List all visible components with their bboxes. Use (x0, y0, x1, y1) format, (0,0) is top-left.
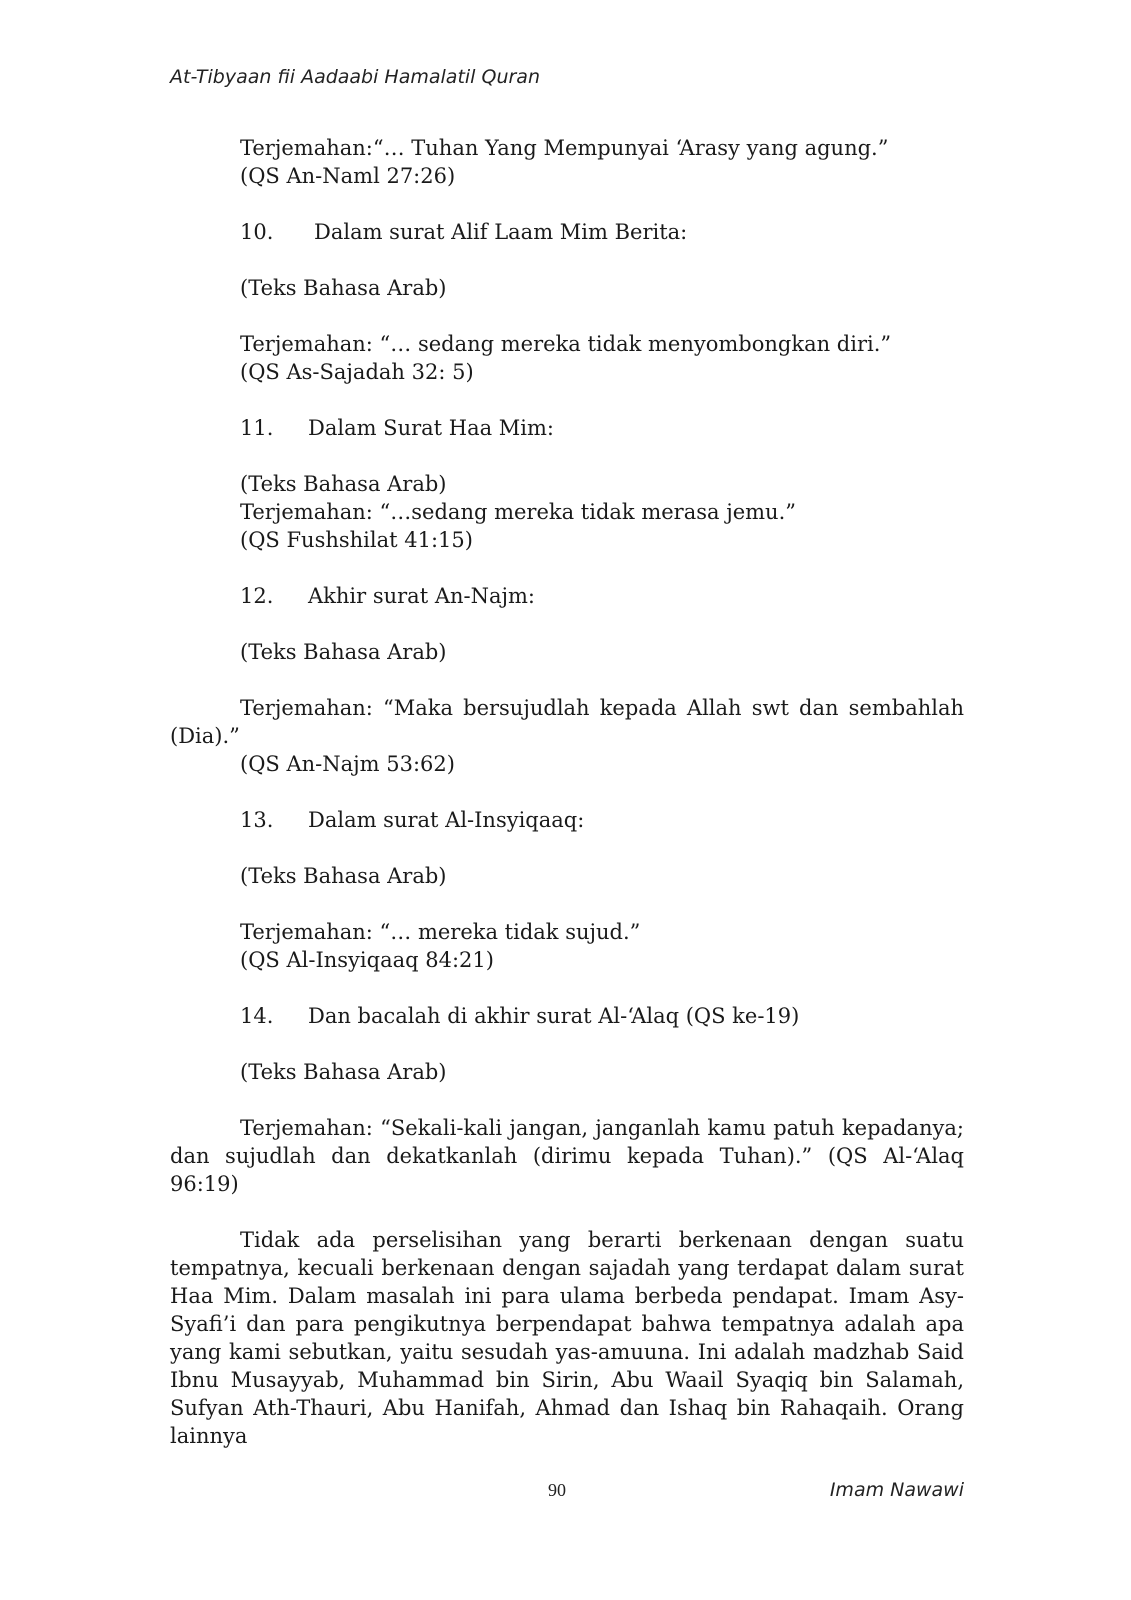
running-header: At-Tibyaan fii Aadaabi Hamalatil Quran (170, 66, 540, 88)
arabic-text-placeholder: (Teks Bahasa Arab) (240, 276, 447, 300)
page-body (170, 134, 964, 1450)
list-item-text: Dalam surat Alif Laam Mim Berita: (314, 220, 688, 244)
arabic-text-placeholder: (Teks Bahasa Arab) (240, 864, 447, 888)
list-item-11 (170, 414, 964, 442)
translation-text: Terjemahan: “… sedang mereka tidak menyombongkan diri.” (240, 332, 892, 356)
list-item-text: Akhir surat An-Najm: (308, 584, 536, 608)
translation-text: Terjemahan: “Sekali-kali jangan, janganlah kamu patuh kepadanya; dan sujudlah dan dekatkanlah (dirimu kepada Tuhan).” (QS Al-‘Alaq 96:19) (170, 1116, 964, 1196)
list-number: 12. (240, 584, 274, 608)
translation-text: Terjemahan: “Maka bersujudlah kepada Allah swt dan sembahlah (Dia).” (170, 696, 964, 748)
list-item-text: Dalam Surat Haa Mim: (308, 416, 555, 440)
verse-reference: (QS An-Naml 27:26) (240, 164, 456, 188)
list-item-13 (170, 806, 964, 834)
list-number: 14. (240, 1004, 274, 1028)
list-item-14 (170, 1002, 964, 1030)
list-item-text: Dalam surat Al-Insyiqaaq: (308, 808, 585, 832)
list-number: 13. (240, 808, 274, 832)
verse-reference: (QS Fushshilat 41:15) (240, 528, 473, 552)
list-item-12 (170, 582, 964, 610)
arabic-text-placeholder: (Teks Bahasa Arab) (240, 1060, 447, 1084)
verse-reference: (QS As-Sajadah 32: 5) (240, 360, 474, 384)
list-number: 11. (240, 416, 274, 440)
page-number: 90 (548, 1480, 566, 1500)
arabic-text-placeholder: (Teks Bahasa Arab) (240, 472, 447, 496)
verse-reference: (QS Al-Insyiqaaq 84:21) (240, 948, 494, 972)
running-footer-author: Imam Nawawi (829, 1479, 964, 1501)
arabic-text-placeholder: (Teks Bahasa Arab) (240, 640, 447, 664)
list-item-text: Dan bacalah di akhir surat Al-‘Alaq (QS ke-19) (308, 1004, 800, 1028)
list-number: 10. (240, 220, 274, 244)
translation-text: Terjemahan: “…sedang mereka tidak merasa jemu.” (240, 500, 796, 524)
translation-text: Terjemahan:“… Tuhan Yang Mempunyai ‘Arasy yang agung.” (240, 136, 889, 160)
list-item-10 (170, 218, 964, 246)
translation-text: Terjemahan: “… mereka tidak sujud.” (240, 920, 641, 944)
closing-paragraph: Tidak ada perselisihan yang berarti berkenaan dengan suatu tempatnya, kecuali berkenaan dengan sajadah yang terdapat dalam surat Haa Mim. Dalam masalah ini para ulama berbeda pendapat. Imam Asy-Syafi’i dan para pengikutnya berpendapat bahwa tempatnya adalah apa yang kami sebutkan, yaitu sesudah yas-amuuna. Ini adalah madzhab Said Ibnu Musayyab, Muhammad bin Sirin, Abu Waail Syaqiq bin Salamah, Sufyan Ath-Thauri, Abu Hanifah, Ahmad dan Ishaq bin Rahaqaih. Orang lainnya (170, 1228, 964, 1448)
verse-reference: (QS An-Najm 53:62) (240, 752, 455, 776)
